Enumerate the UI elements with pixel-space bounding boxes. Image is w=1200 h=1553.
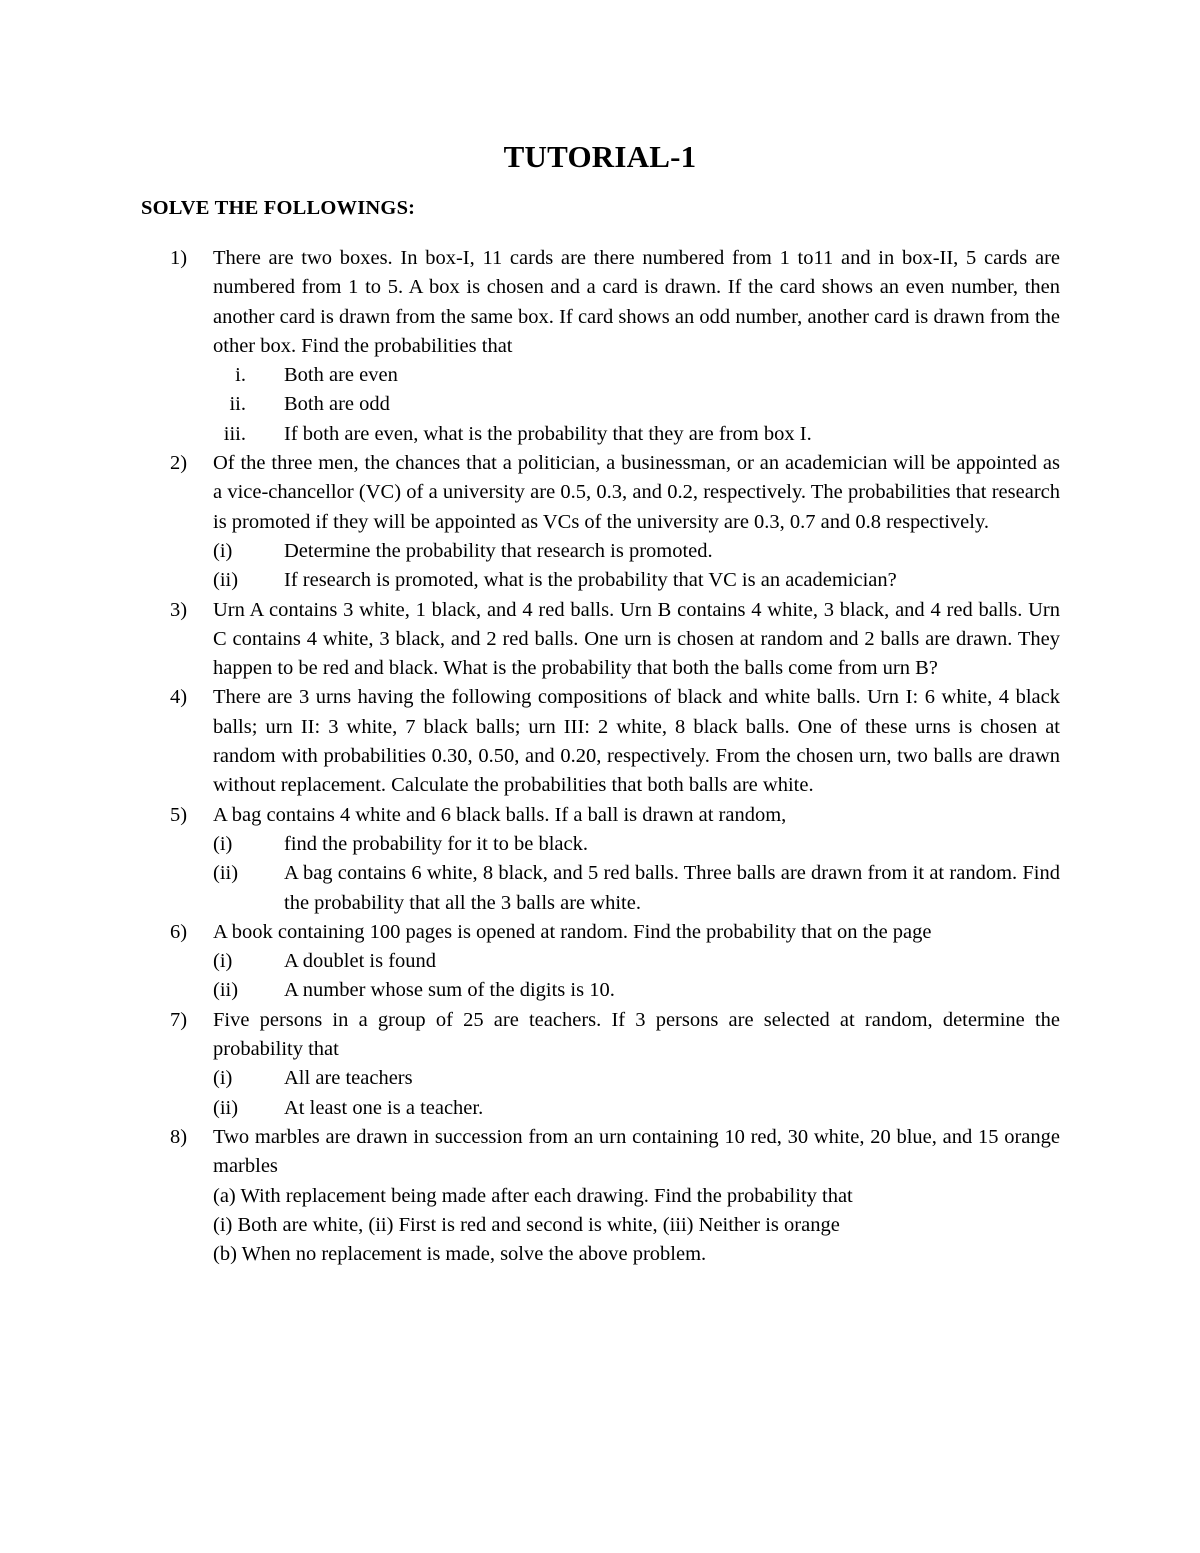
question-5 — [0, 801, 1060, 830]
sub-question-text: If both are even, what is the probability that they are from box I. — [284, 422, 812, 445]
question-1 — [0, 244, 1060, 361]
question-number: 1) — [170, 247, 188, 269]
sub-question-text: Determine the probability that research is promoted. — [284, 539, 713, 562]
section-heading: SOLVE THE FOLLOWINGS: — [141, 197, 416, 219]
sub-question-text: A doublet is found — [284, 950, 437, 973]
sub-question-text: At least one is a teacher. — [284, 1096, 484, 1119]
sub-question-text: A bag contains 6 white, 8 black, and 5 red balls. Three balls are drawn from it at random. Find the probability that all the 3 balls are white. — [284, 862, 1060, 914]
question-3 — [0, 596, 1060, 684]
question-line: (b) When no replacement is made, solve the above problem. — [213, 1243, 707, 1266]
sub-question — [0, 390, 1060, 419]
question-number: 3) — [170, 598, 188, 621]
question-text: There are 3 urns having the following compositions of black and white balls. Urn I: 6 white, 4 black balls; urn II: 3 white, 7 black balls; urn III: 2 white, 8 black balls. One of these urns is chosen at random with probabilities 0.30, 0.50, and 0.20, respectively. From the chosen urn, two balls are drawn without replacement. Calculate the probabilities that both balls are white. — [213, 686, 1060, 797]
sub-question — [0, 420, 1060, 449]
sub-question-text: find the probability for it to be black. — [284, 832, 589, 855]
sub-question-text: All are teachers — [284, 1067, 413, 1090]
sub-question — [0, 1094, 1060, 1123]
sub-question — [0, 537, 1060, 566]
sub-question-text: Both are even — [284, 364, 398, 387]
sub-question — [0, 976, 1060, 1005]
question-7 — [0, 1006, 1060, 1065]
sub-question-label: (ii) — [213, 979, 239, 1002]
sub-question — [0, 566, 1060, 595]
question-4 — [0, 683, 1060, 800]
question-number: 2) — [170, 452, 188, 475]
sub-question — [0, 361, 1060, 390]
question-text: Urn A contains 3 white, 1 black, and 4 red balls. Urn B contains 4 white, 3 black, and 4 red balls. Urn C contains 4 white, 3 black, and 2 red balls. One urn is chosen at random and 2 balls are drawn. They happen to be red and black. What is the probability that both the balls come from urn B? — [213, 598, 1060, 680]
sub-question-label: (i) — [213, 950, 233, 973]
question-line: (a) With replacement being made after each drawing. Find the probability that — [213, 1184, 853, 1207]
question-text: Two marbles are drawn in succession from an urn containing 10 red, 30 white, 20 blue, and 15 orange marbles — [213, 1125, 1060, 1178]
sub-question-label: ii. — [229, 393, 246, 416]
question-text: A bag contains 4 white and 6 black balls. If a ball is drawn at random, — [213, 803, 787, 826]
sub-question-label: (ii) — [213, 862, 239, 885]
question-number: 4) — [170, 686, 188, 709]
question-8 — [0, 1123, 1060, 1182]
question-line: (i) Both are white, (ii) First is red and second is white, (iii) Neither is orange — [213, 1213, 840, 1236]
question-number: 8) — [170, 1125, 188, 1148]
sub-question — [0, 947, 1060, 976]
sub-question-text: A number whose sum of the digits is 10. — [284, 979, 615, 1002]
sub-question-label: (i) — [213, 1067, 233, 1090]
sub-question-text: Both are odd — [284, 393, 390, 416]
question-6 — [0, 918, 1060, 947]
sub-question-label: (ii) — [213, 1096, 239, 1119]
sub-question-text: If research is promoted, what is the probability that VC is an academician? — [284, 569, 897, 592]
question-number: 5) — [170, 803, 188, 826]
question-text: There are two boxes. In box-I, 11 cards are there numbered from 1 to11 and in box-II, 5 cards are numbered from 1 to 5. A box is chosen and a card is drawn. If the card shows an even number, then another card is drawn from the same box. If card shows an odd number, another card is drawn from the other box. Find the probabilities that — [213, 247, 1060, 357]
sub-question-label: (i) — [213, 539, 233, 562]
page-title: TUTORIAL-1 — [503, 139, 697, 174]
question-2 — [0, 449, 1060, 537]
question-text: Five persons in a group of 25 are teachers. If 3 persons are selected at random, determine the probability that — [213, 1008, 1060, 1061]
sub-question — [0, 1064, 1060, 1093]
question-number: 7) — [170, 1008, 188, 1031]
question-text: A book containing 100 pages is opened at random. Find the probability that on the page — [213, 920, 932, 943]
question-list — [0, 244, 1200, 1269]
sub-question-label: iii. — [223, 422, 246, 445]
sub-question — [0, 859, 1060, 918]
sub-question-label: (ii) — [213, 569, 239, 592]
sub-question-label: (i) — [213, 832, 233, 855]
question-number: 6) — [170, 920, 188, 943]
sub-question-label: i. — [235, 364, 246, 387]
sub-question — [0, 830, 1060, 859]
question-text: Of the three men, the chances that a politician, a businessman, or an academician will be appointed as a vice-chancellor (VC) of a university are 0.5, 0.3, and 0.2, respectively. The probabilities that research is promoted if they will be appointed as VCs of the university are 0.3, 0.7 and 0.8 respectively. — [213, 452, 1060, 533]
